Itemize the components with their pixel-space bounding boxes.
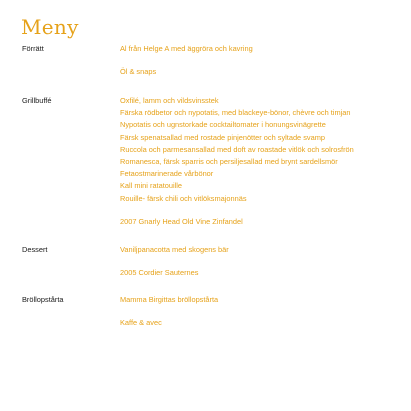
menu-item: Ruccola och parmesansallad med doft av roastade vitlök och solrosfrön xyxy=(120,144,354,154)
page-title: Meny xyxy=(21,15,79,39)
section-items xyxy=(120,294,400,330)
menu-item: Al från Helge A med äggröra och kavring xyxy=(120,44,253,53)
section-label: Grillbuffé xyxy=(22,96,52,105)
section-items xyxy=(120,244,400,280)
spacer xyxy=(120,306,400,317)
menu-item: Öl & snaps xyxy=(120,67,157,77)
menu-item: Oxfilé, lamm och vildsvinsstek xyxy=(120,96,219,105)
menu-item: Färska rödbetor och nypotatis, med blackeye-bönor, chèvre och timjan xyxy=(120,108,351,118)
section-label: Dessert xyxy=(22,245,48,254)
section-items xyxy=(120,95,400,228)
menu-item: Rouille- färsk chili och vitlöksmajonnäs xyxy=(120,193,247,203)
menu-item: Färsk spenatsallad med rostade pinjenötter och syltade svamp xyxy=(120,132,325,142)
section-label: Förrätt xyxy=(22,44,44,53)
spacer xyxy=(120,55,400,66)
menu-item: Mamma Birgittas bröllopstårta xyxy=(120,295,219,304)
menu-item: 2007 Gnarly Head Old Vine Zinfandel xyxy=(120,216,243,226)
section-label: Bröllopstårta xyxy=(22,295,64,304)
menu-item: Romanesca, färsk sparris och persiljesallad med brynt sardellsmör xyxy=(120,156,338,166)
spacer xyxy=(120,256,400,267)
section-items xyxy=(120,43,400,79)
menu-item: Kaffe & avec xyxy=(120,318,162,328)
menu-item: Fetaostmarinerade vårbönor xyxy=(120,169,214,179)
menu-item: Kall mini ratatouille xyxy=(120,181,183,191)
menu-item: Nypotatis och ugnstorkade cocktailtomater i honungsvinägrette xyxy=(120,120,326,130)
menu-item: 2005 Cordier Sauternes xyxy=(120,268,199,278)
menu-item: Vaniljpanacotta med skogens bär xyxy=(120,245,229,254)
spacer xyxy=(120,205,400,216)
